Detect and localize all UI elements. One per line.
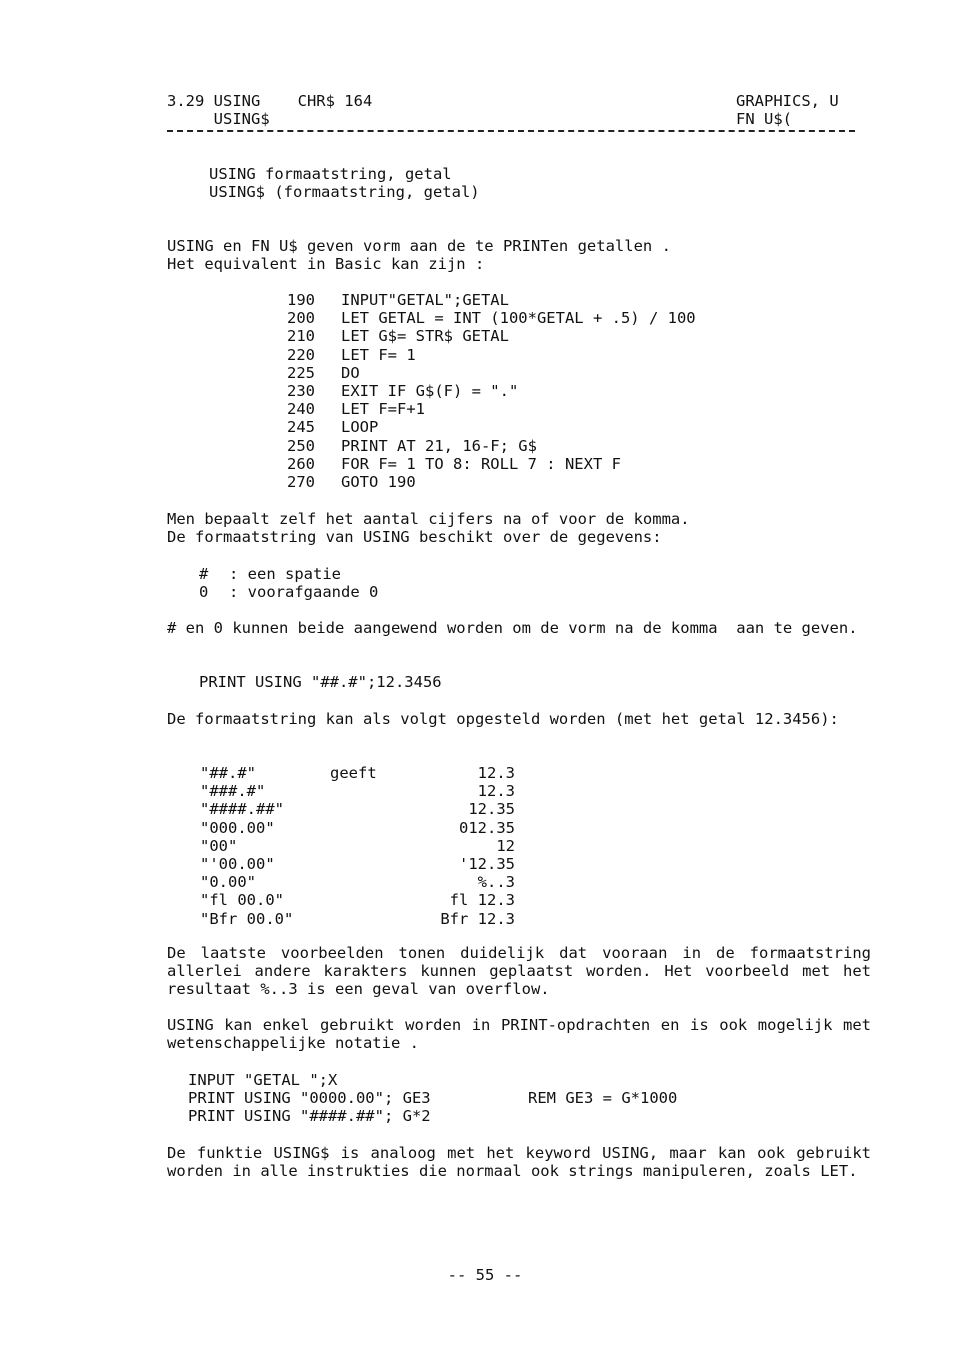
statement: EXIT IF G$(F) = "." (341, 381, 519, 400)
format-legend (199, 565, 378, 601)
paragraph-using-function: De funktie USING$ is analoog met het keyword USING, maar kan ook gebruikt worden in alle instrukties die normaal ook strings manipuleren, zoals LET. (167, 1144, 881, 1181)
code-line (287, 346, 696, 364)
table-row (200, 819, 520, 837)
format-string: "Bfr 00.0" (200, 909, 294, 928)
table-row (200, 764, 520, 782)
syntax-line-2: USING$ (formaatstring, getal) (209, 183, 480, 202)
page-number: -- 55 -- (447, 1266, 523, 1284)
paragraph-scientific: USING kan enkel gebruikt worden in PRINT-opdrachten en is ook mogelijk met wetenschappelijke notatie . (167, 1016, 881, 1053)
legend-symbol: 0 (199, 583, 209, 602)
code-line (287, 455, 696, 473)
statement: LET GETAL = INT (100*GETAL + .5) / 100 (341, 309, 696, 328)
header-left (167, 92, 372, 128)
gives-label: geeft (330, 764, 377, 782)
line-number: 245 (287, 418, 315, 437)
legend-row (199, 565, 378, 583)
format-result: Bfr 12.3 (440, 909, 515, 928)
paragraph-digits: Men bepaalt zelf het aantal cijfers na of voor de komma. De formaatstring van USING beschikt over de gegevens: (167, 510, 690, 547)
statement: LOOP (341, 418, 379, 437)
statement: LET G$= STR$ GETAL (341, 327, 509, 346)
statement: LET F=F+1 (341, 400, 425, 419)
format-string: "00" (200, 836, 238, 855)
table-row (200, 800, 520, 818)
example-line (188, 1089, 748, 1107)
header-divider (167, 130, 855, 132)
table-row (200, 855, 520, 873)
code-line (287, 473, 696, 491)
format-string: "fl 00.0" (200, 891, 284, 910)
code-line (287, 400, 696, 418)
example-code: PRINT USING "####.##"; G*2 (188, 1107, 431, 1126)
line-number: 225 (287, 363, 315, 382)
format-result: 012.35 (459, 818, 515, 837)
line-number: 210 (287, 327, 315, 346)
legend-description: : een spatie (229, 565, 341, 583)
line-number: 240 (287, 400, 315, 419)
format-string: "000.00" (200, 818, 275, 837)
paragraph-format-intro: De formaatstring kan als volgt opgesteld worden (met het getal 12.3456): (167, 710, 839, 728)
code-line (287, 291, 696, 309)
format-result: 12.3 (477, 782, 515, 801)
line-number: 250 (287, 436, 315, 455)
intro-paragraph: USING en FN U$ geven vorm aan de te PRINTen getallen . Het equivalent in Basic kan zijn : (167, 237, 671, 274)
line-number: 230 (287, 381, 315, 400)
table-row (200, 910, 520, 928)
paragraph-examples: De laatste voorbeelden tonen duidelijk dat vooraan in de formaatstring allerlei andere karakters kunnen geplaatst worden. Het voorbeeld met het resultaat %..3 is een geval van overflow. (167, 944, 881, 999)
legend-description: : voorafgaande 0 (229, 583, 379, 602)
line-number: 270 (287, 472, 315, 491)
format-result: %..3 (477, 873, 515, 892)
line-number: 260 (287, 454, 315, 473)
syntax-line-1: USING formaatstring, getal (209, 165, 452, 183)
format-string: "'00.00" (200, 854, 275, 873)
format-result: 12.35 (468, 800, 515, 819)
example-listing (188, 1071, 748, 1126)
example-code: INPUT "GETAL ";X (188, 1071, 338, 1089)
statement: INPUT"GETAL";GETAL (341, 291, 509, 309)
paragraph-hash-zero: # en 0 kunnen beide aangewend worden om de vorm na de komma aan te geven. (167, 619, 858, 637)
legend-symbol: # (199, 565, 209, 583)
header-right-line2: FN U$( (736, 110, 792, 129)
header-right-line1: GRAPHICS, U (736, 92, 839, 110)
basic-code-listing (287, 291, 696, 491)
format-table (200, 764, 520, 928)
line-number: 200 (287, 309, 315, 328)
code-line (287, 364, 696, 382)
format-string: "##.#" (200, 764, 256, 782)
table-row (200, 891, 520, 909)
code-line (287, 418, 696, 436)
example-statement: PRINT USING "##.#";12.3456 (199, 673, 442, 691)
code-line (287, 382, 696, 400)
line-number: 220 (287, 345, 315, 364)
code-line (287, 327, 696, 345)
statement: LET F= 1 (341, 345, 416, 364)
statement: GOTO 190 (341, 472, 416, 491)
format-result: fl 12.3 (449, 891, 515, 910)
example-line (188, 1107, 748, 1125)
format-string: "###.#" (200, 782, 266, 801)
code-line (287, 309, 696, 327)
format-string: "0.00" (200, 873, 256, 892)
header-left-line2: USING$ (167, 110, 270, 129)
format-result: 12 (496, 836, 515, 855)
table-row (200, 873, 520, 891)
legend-row (199, 583, 378, 601)
table-row (200, 782, 520, 800)
format-result: '12.35 (459, 854, 515, 873)
syntax-block (209, 165, 913, 201)
statement: PRINT AT 21, 16-F; G$ (341, 436, 537, 455)
table-row (200, 837, 520, 855)
line-number: 190 (287, 291, 315, 309)
header-left-line1: 3.29 USING CHR$ 164 (167, 92, 373, 110)
example-line (188, 1071, 748, 1089)
header-right (736, 92, 839, 128)
code-line (287, 437, 696, 455)
statement: FOR F= 1 TO 8: ROLL 7 : NEXT F (341, 454, 621, 473)
example-remark: REM GE3 = G*1000 (528, 1089, 678, 1108)
example-code: PRINT USING "0000.00"; GE3 (188, 1089, 431, 1108)
statement: DO (341, 363, 360, 382)
format-string: "####.##" (200, 800, 284, 819)
format-result: 12.3 (477, 764, 515, 782)
